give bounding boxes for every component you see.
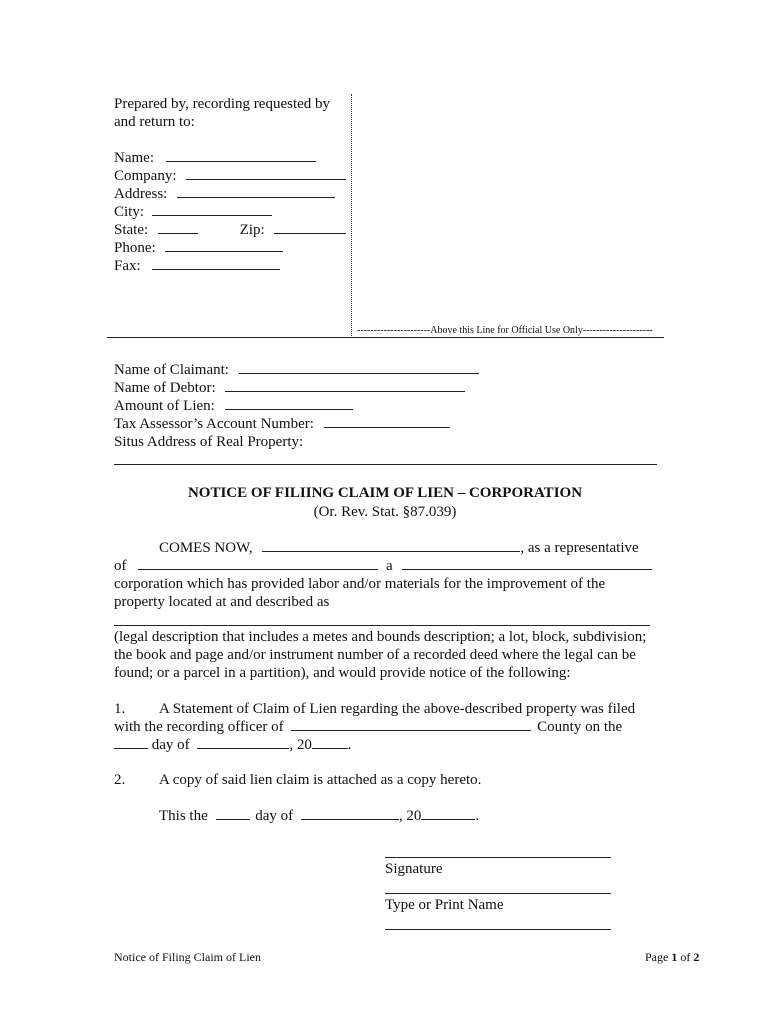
- print-name-line[interactable]: [385, 893, 611, 894]
- item1-month-blank[interactable]: [197, 736, 289, 749]
- phone-label: Phone:: [114, 240, 156, 256]
- legal-description-line1: (legal description that includes a metes and bounds description; a lot, block, subdivision;: [114, 629, 647, 645]
- claimant-blank[interactable]: [239, 361, 479, 374]
- comes-now-row: [159, 539, 639, 557]
- execution-month-blank[interactable]: [301, 807, 399, 820]
- state-zip-row: [114, 221, 346, 239]
- situs-address-label: Situs Address of Real Property:: [114, 434, 304, 450]
- property-description-blank[interactable]: [114, 625, 650, 626]
- of-corporation-row: [114, 557, 652, 575]
- page-of: of: [677, 950, 694, 964]
- corporation-name-blank[interactable]: [138, 557, 378, 570]
- official-use-rule: [107, 337, 664, 338]
- state-label: State:: [114, 222, 149, 238]
- legal-description-line2: the book and page and/or instrument number of a recorded deed where the legal can be: [114, 647, 636, 663]
- address-blank[interactable]: [177, 185, 335, 198]
- recording-officer-text: with the recording officer of: [114, 719, 284, 735]
- county-blank[interactable]: [291, 718, 531, 731]
- name-blank[interactable]: [166, 149, 316, 162]
- execution-20-text: , 20: [398, 808, 422, 824]
- company-field-row: [114, 167, 346, 185]
- company-blank[interactable]: [186, 167, 346, 180]
- phone-blank[interactable]: [165, 239, 283, 252]
- item2-number: 2.: [114, 772, 126, 788]
- footer-title: Notice of Filing Claim of Lien: [114, 950, 261, 964]
- signature-label: Signature: [385, 861, 443, 877]
- print-name-label: Type or Print Name: [385, 897, 504, 913]
- a-text: a: [386, 558, 393, 574]
- item1-date-row: [114, 736, 352, 754]
- city-field-row: [114, 203, 272, 221]
- prepared-by-line2: and return to:: [114, 114, 195, 130]
- legal-description-line3: found; or a parcel in a partition), and would provide notice of the following:: [114, 665, 571, 681]
- page-number: [645, 950, 699, 965]
- item1-line1: A Statement of Claim of Lien regarding the above-described property was filed: [159, 701, 636, 717]
- item1-day-of-text: day of: [151, 737, 190, 753]
- debtor-row: [114, 379, 465, 397]
- item1-period: .: [347, 737, 352, 753]
- fax-blank[interactable]: [152, 257, 280, 270]
- execution-period: .: [475, 808, 480, 824]
- fax-field-row: [114, 257, 280, 275]
- county-on-the-text: County on the: [537, 719, 623, 735]
- corporation-state-blank[interactable]: [402, 557, 652, 570]
- city-blank[interactable]: [152, 203, 272, 216]
- item1-year-blank[interactable]: [312, 736, 348, 749]
- claimant-row: [114, 361, 479, 379]
- zip-blank[interactable]: [274, 221, 346, 234]
- page-total: 2: [693, 950, 700, 964]
- address-field-row: [114, 185, 335, 203]
- zip-label: Zip:: [239, 222, 265, 238]
- item2-text: A copy of said lien claim is attached as a copy hereto.: [159, 772, 482, 788]
- as-representative-text: , as a representative: [520, 540, 639, 556]
- item1-number: 1.: [114, 701, 126, 717]
- name-label: Name:: [114, 150, 154, 166]
- representative-name-blank[interactable]: [262, 539, 520, 552]
- phone-field-row: [114, 239, 283, 257]
- name-field-row: [114, 149, 316, 167]
- tax-account-blank[interactable]: [324, 415, 450, 428]
- corp-text-line2: property located at and described as: [114, 594, 330, 610]
- item1-day-blank[interactable]: [114, 736, 148, 749]
- execution-day-of-text: day of: [255, 808, 294, 824]
- claimant-label: Name of Claimant:: [114, 362, 229, 378]
- statute-reference: (Or. Rev. Stat. §87.039): [313, 504, 457, 520]
- document-title: NOTICE OF FILIING CLAIM OF LIEN – CORPORATION: [187, 485, 583, 501]
- execution-date-row: [159, 807, 479, 825]
- tax-account-row: [114, 415, 450, 433]
- page-prefix: Page: [645, 950, 672, 964]
- header-vertical-divider: [351, 94, 352, 338]
- signature-line[interactable]: [385, 857, 611, 858]
- fax-label: Fax:: [114, 258, 141, 274]
- item1-20-text: , 20: [289, 737, 312, 753]
- debtor-blank[interactable]: [225, 379, 465, 392]
- prepared-by-line1: Prepared by, recording requested by: [114, 96, 331, 112]
- amount-blank[interactable]: [225, 397, 353, 410]
- address-label: Address:: [114, 186, 168, 202]
- comes-now-text: COMES NOW,: [159, 540, 253, 556]
- item1-line2: [114, 718, 622, 736]
- city-label: City:: [114, 204, 145, 220]
- amount-row: [114, 397, 353, 415]
- company-label: Company:: [114, 168, 177, 184]
- corp-text-line1: corporation which has provided labor and/or materials for the improvement of the: [114, 576, 606, 592]
- amount-label: Amount of Lien:: [114, 398, 215, 414]
- additional-line[interactable]: [385, 929, 611, 930]
- this-the-text: This the: [159, 808, 208, 824]
- execution-day-blank[interactable]: [216, 807, 250, 820]
- page-current: 1: [671, 950, 678, 964]
- situs-address-blank[interactable]: [114, 464, 657, 465]
- tax-account-label: Tax Assessor’s Account Number:: [114, 416, 314, 432]
- of-text: of: [114, 558, 127, 574]
- official-use-label: ----------------------Above this Line for Official Use Only---------------------: [357, 325, 653, 336]
- debtor-label: Name of Debtor:: [114, 380, 216, 396]
- execution-year-blank[interactable]: [421, 807, 475, 820]
- state-blank[interactable]: [158, 221, 198, 234]
